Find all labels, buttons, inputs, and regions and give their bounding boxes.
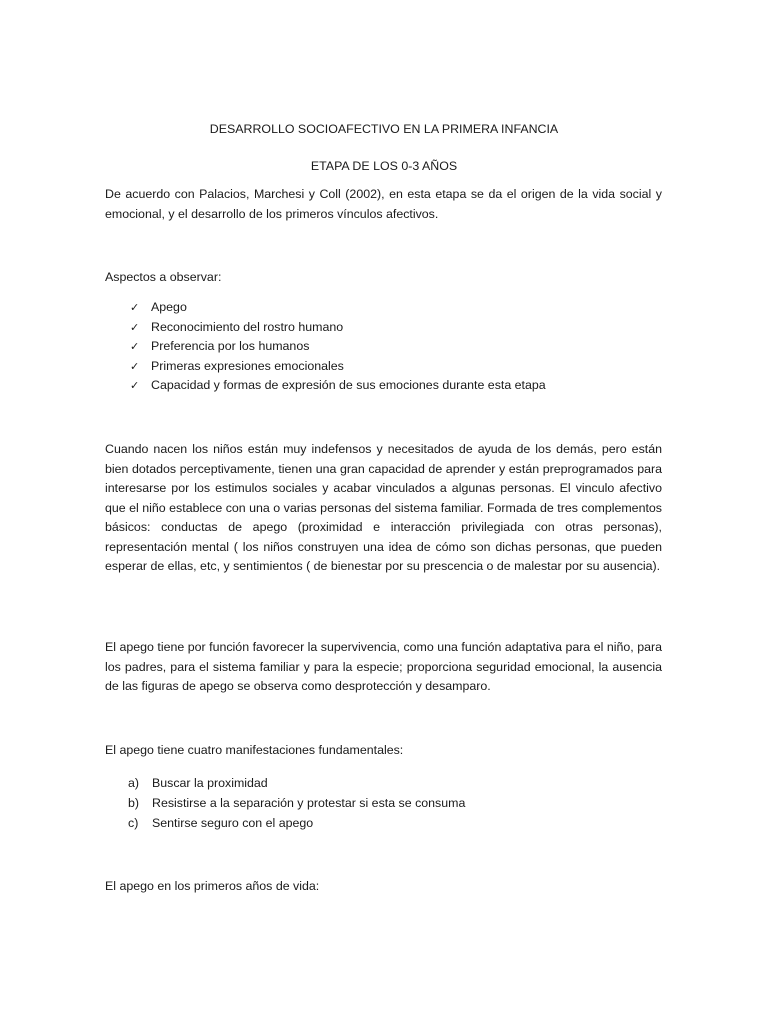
intro-paragraph: De acuerdo con Palacios, Marchesi y Coll (2002), en esta etapa se da el origen de la vida social y emocional, y el desarrollo de los primeros vínculos afectivos. (105, 187, 662, 221)
document-subtitle: ETAPA DE LOS 0-3 AÑOS (310, 159, 458, 173)
checkmark-icon: ✓ (130, 340, 140, 353)
list-item: c) Sentirse seguro con el apego (128, 816, 314, 830)
list-item: ✓ Preferencia por los humanos (130, 337, 546, 357)
document-title: DESARROLLO SOCIOAFECTIVO EN LA PRIMERA INFANCIA (209, 122, 559, 136)
checkmark-icon: ✓ (130, 379, 140, 392)
manifestations-list (128, 774, 465, 834)
section-heading-early-years: El apego en los primeros años de vida: (105, 879, 320, 893)
list-item: ✓ Primeras expresiones emocionales (130, 357, 546, 377)
checkmark-icon: ✓ (130, 359, 140, 373)
paragraph-attachment-function: El apego tiene por función favorecer la supervivencia, como una función adaptativa para el niño, para los padres, para el sistema familiar y para la especie; proporciona seguridad emocional, la ausencia de las figuras de apego se observa como desprotección y desamparo. (105, 640, 662, 693)
aspects-list (130, 298, 546, 396)
list-item: ✓ Capacidad y formas de expresión de sus emociones durante esta etapa (130, 376, 546, 396)
checkmark-icon: ✓ (130, 320, 140, 334)
checkmark-icon: ✓ (130, 301, 140, 314)
aspects-label: Aspectos a observar: (105, 270, 222, 284)
list-item: ✓ Reconocimiento del rostro humano (130, 318, 546, 338)
list-item: b) Resistirse a la separación y protestar si esta se consuma (128, 796, 466, 810)
paragraph-newborns: Cuando nacen los niños están muy indefensos y necesitados de ayuda de los demás, pero están bien dotados perceptivamente, tienen una gran capacidad de aprender y están preprogramados para interesarse por los estimulos sociales y acabar vinculados a algunas personas. El vinculo afectivo que el niño establece con una o varias personas del sistema familiar. Formada de tres complementos básicos: conductas de apego (proximidad e interacción privilegiada con otras personas), representación mental ( los niños construyen una idea de cómo son dichas personas, que pueden esperar de ellas, etc, y sentimientos ( de bienestar por su prescencia o de malestar por su ausencia). (105, 442, 662, 573)
manifestations-label: El apego tiene cuatro manifestaciones fundamentales: (105, 743, 404, 757)
list-item: ✓ Apego (130, 298, 546, 318)
list-item: a) Buscar la proximidad (128, 776, 268, 790)
